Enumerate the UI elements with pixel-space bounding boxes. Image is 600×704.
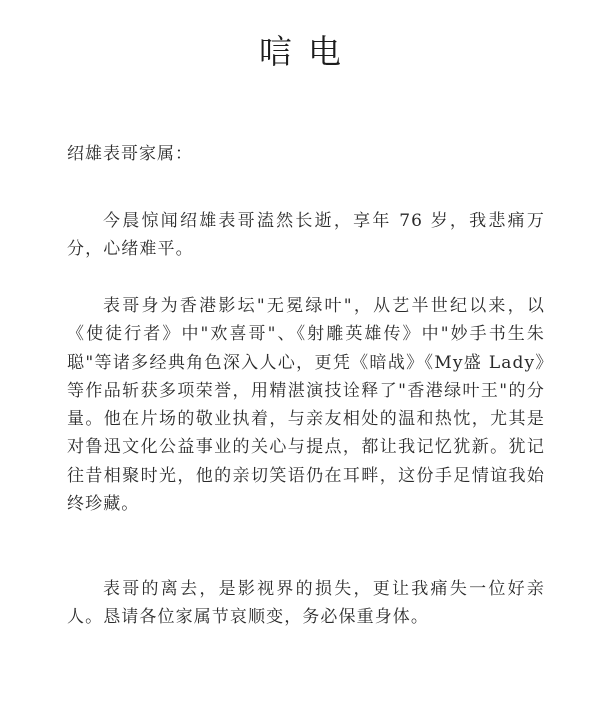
paragraph-1: 今晨惊闻绍雄表哥溘然长逝，享年 76 岁，我悲痛万分，心绪难平。	[67, 211, 545, 260]
paragraph-3: 表哥的离去，是影视界的损失，更让我痛失一位好亲人。恳请各位家属节哀顺变，务必保重身体。	[67, 579, 545, 628]
letter-title: 唁电	[259, 32, 357, 71]
letter-salutation: 绍雄表哥家属：	[67, 144, 193, 164]
paragraph-2: 表哥身为香港影坛"无冕绿叶"，从艺半世纪以来，以《使徒行者》中"欢喜哥"、《射雕英雄传》中"妙手书生朱聪"等诸多经典角色深入人心，更凭《暗战》《My盛 Lady》等作品斩获多项荣誉，用精湛演技诠释了"香港绿叶王"的分量。他在片场的敬业执着，与亲友相处的温和热忱，尤其是对鲁迅文化公益事业的关心与提点，都让我记忆犹新。犹记往昔相聚时光，他的亲切笑语仍在耳畔，这份手足情谊我始终珍藏。	[67, 296, 545, 515]
